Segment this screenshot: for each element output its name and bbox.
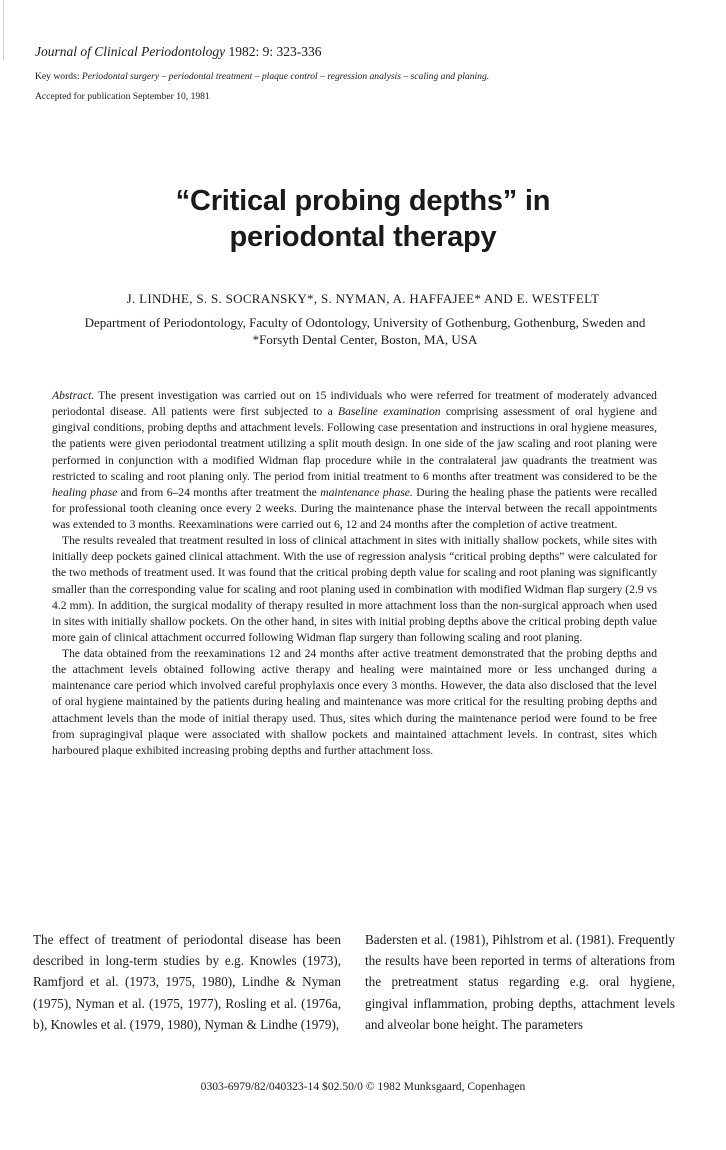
body-text-left: The effect of treatment of periodontal disease has been described in long-term studies by e.g. Knowles (1973), Ramfjord et al. (1973, 1975, 1980), Lindhe & Nyman (1975), Nyman et al. (1975, 1977), Rosling et al. (1976a, b), Knowles et al. (1979, 1980), Nyman & Lindhe (1979),	[33, 932, 341, 1032]
abstract-label: Abstract.	[52, 389, 95, 402]
abstract	[52, 388, 657, 759]
affiliation-line-2: *Forsyth Dental Center, Boston, MA, USA	[252, 332, 478, 347]
title-line-2: periodontal therapy	[229, 221, 497, 253]
page-edge-rule	[3, 0, 4, 60]
affiliation	[20, 314, 710, 348]
abstract-paragraph-2: The results revealed that treatment resulted in loss of clinical attachment in sites with initially shallow pockets, while sites with initially deep pockets gained clinical attachment. With the use of regression analysis “critical probing depths” were calculated for the two methods of treatment used. It was found that the critical probing depth value for scaling and root planing was significantly smaller than the corresponding value for scaling and root planing used in combination with modified Widman flap surgery (2.9 vs 4.2 mm). In addition, the surgical modality of therapy resulted in more attachment loss than the non-surgical approach when used in sites with initially shallow pockets. On the other hand, in sites with initial probing depths above the critical probing depth value more gain of clinical attachment occurred following Widman flap surgery than following scaling and root planing.	[52, 534, 657, 644]
keywords-terms: Periodontal surgery – periodontal treatment – plaque control – regression analysis – scaling and planing.	[81, 71, 490, 82]
abstract-emphasis-healing: healing phase	[52, 485, 118, 499]
abstract-emphasis-maintenance: maintenance phase.	[320, 485, 413, 499]
affiliation-line-1: Department of Periodontology, Faculty of Odontology, University of Gothenburg, Gothenburg, Sweden and	[84, 315, 646, 330]
author-list: J. LINDHE, S. S. SOCRANSKY*, S. NYMAN, A. HAFFAJEE* AND E. WESTFELT	[126, 291, 600, 306]
abstract-emphasis-baseline: Baseline examination	[338, 405, 441, 419]
abstract-text-1a: The present investigation was carried out on 15 individuals who were referred for treatment of moderately advanced periodontal disease. All patients were first subjected to a	[52, 389, 657, 419]
body-text-right: Badersten et al. (1981), Pihlstrom et al. (1981). Frequently the results have been reported in terms of alterations from the pretreatment status regarding e.g. oral hygiene, gingival inflammation, probing depths, attachment levels and alveolar bone height. The parameters	[365, 932, 675, 1032]
abstract-text-1b: comprising assessment of oral hygiene and gingival conditions, probing depths and attachment levels. Following case presentation and instructions in oral hygiene measures, the patients were given periodontal treatment utilizing a split mouth design. In one side of the jaw scaling and root planing were performed in conjunction with a modified Widman flap procedure while in the contralateral jaw quadrants the treatment was restricted to scaling and root planing only. The period from initial treatment to 6 months after treatment was considered to be the	[52, 405, 657, 483]
keywords-label: Key words:	[35, 71, 80, 82]
journal-reference: 1982: 9: 323-336	[228, 44, 322, 59]
accepted-date: Accepted for publication September 10, 1981	[35, 91, 210, 102]
article-title	[0, 183, 726, 255]
abstract-paragraph-1	[52, 388, 657, 533]
title-line-1: “Critical probing depths” in	[175, 185, 551, 217]
abstract-text-1d: During the healing phase the patients were recalled for professional tooth cleaning once every 2 weeks. During the maintenance phase the interval between the recall appointments was extended to 3 months. Reexaminations were carried out 6, 12 and 24 months after the completion of active treatment.	[52, 485, 657, 531]
abstract-paragraph-3: The data obtained from the reexaminations 12 and 24 months after active treatment demonstrated that the probing depths and the attachment levels obtained following active therapy and healing were maintained more or less unchanged during a maintenance care period which involved careful prophylaxis once every 3 months. However, the data also disclosed that the level of oral hygiene maintained by the patients during healing and maintenance was more critical for the resulting probing depths and attachment levels than the mode of initial therapy used. Thus, sites which during the maintenance period were found to be free from supragingival plaque were associated with shallow pockets and maintained attachment levels. In contrast, sites which harboured plaque exhibited increasing probing depths and further attachment loss.	[52, 647, 657, 757]
abstract-text-1c: and from 6–24 months after treatment the	[120, 485, 317, 499]
keywords-line	[35, 71, 489, 82]
body-column-left	[33, 929, 341, 1035]
journal-citation	[35, 44, 321, 60]
body-column-right	[365, 929, 675, 1035]
journal-name: Journal of Clinical Periodontology	[35, 44, 226, 59]
copyright-footer: 0303-6979/82/040323-14 $02.50/0 © 1982 Munksgaard, Copenhagen	[200, 1080, 526, 1093]
